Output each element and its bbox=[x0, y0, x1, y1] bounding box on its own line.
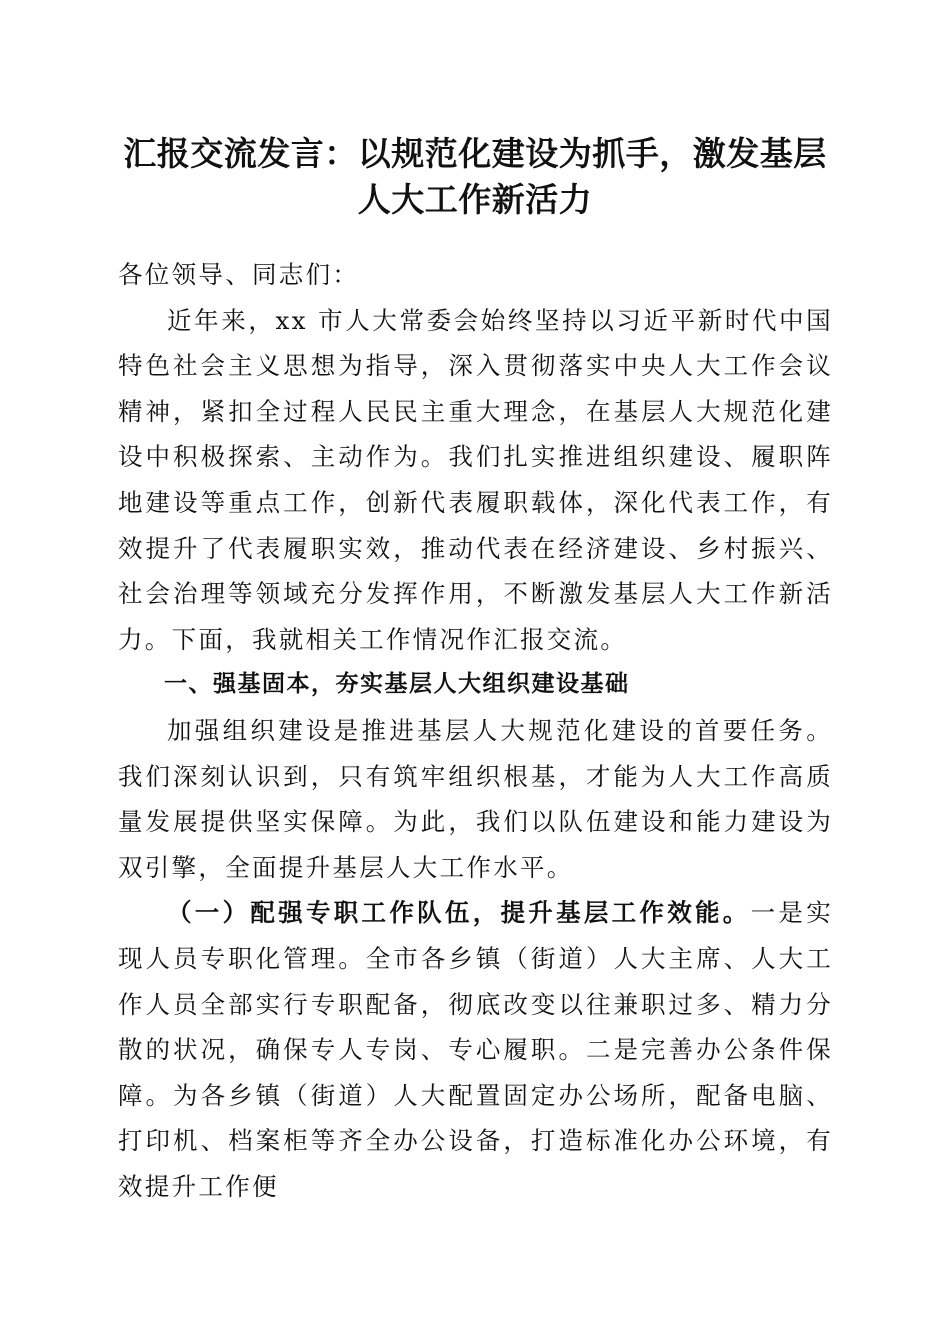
intro-paragraph: 近年来，xx 市人大常委会始终坚持以习近平新时代中国特色社会主义思想为指导，深入贯彻落实中央人大工作会议精神，紧扣全过程人民民主重大理念，在基层人大规范化建设中积极探索、主动作为。我们扎实推进组织建设、履职阵地建设等重点工作，创新代表履职载体，深化代表工作，有效提升了代表履职实效，推动代表在经济建设、乡村振兴、社会治理等领域充分发挥作用，不断激发基层人大工作新活力。下面，我就相关工作情况作汇报交流。 bbox=[118, 305, 833, 654]
section-1-paragraph: 加强组织建设是推进基层人大规范化建设的首要任务。我们深刻认识到，只有筑牢组织根基，才能为人大工作高质量发展提供坚实保障。为此，我们以队伍建设和能力建设为双引擎，全面提升基层人大工作水平。 bbox=[118, 715, 833, 882]
section-heading-1: 一、强基固本，夯实基层人大组织建设基础 bbox=[164, 671, 630, 698]
subsection-1-paragraph bbox=[118, 890, 833, 1209]
salutation: 各位领导、同志们： bbox=[118, 260, 360, 289]
subsection-heading-1: （一）配强专职工作队伍，提升基层工作效能。 bbox=[167, 898, 751, 928]
document-title: 汇报交流发言：以规范化建设为抓手，激发基层人大工作新活力 bbox=[123, 134, 827, 219]
subsection-1-text: 一是实现人员专职化管理。全市各乡镇（街道）人大主席、人大工作人员全部实行专职配备，彻底改变以往兼职过多、精力分散的状况，确保专人专岗、专心履职。二是完善办公条件保障。为各乡镇（街道）人大配置固定办公场所，配备电脑、打印机、档案柜等齐全办公设备，打造标准化办公环境，有效提升工作便 bbox=[118, 898, 833, 1201]
document-body bbox=[118, 252, 833, 1209]
